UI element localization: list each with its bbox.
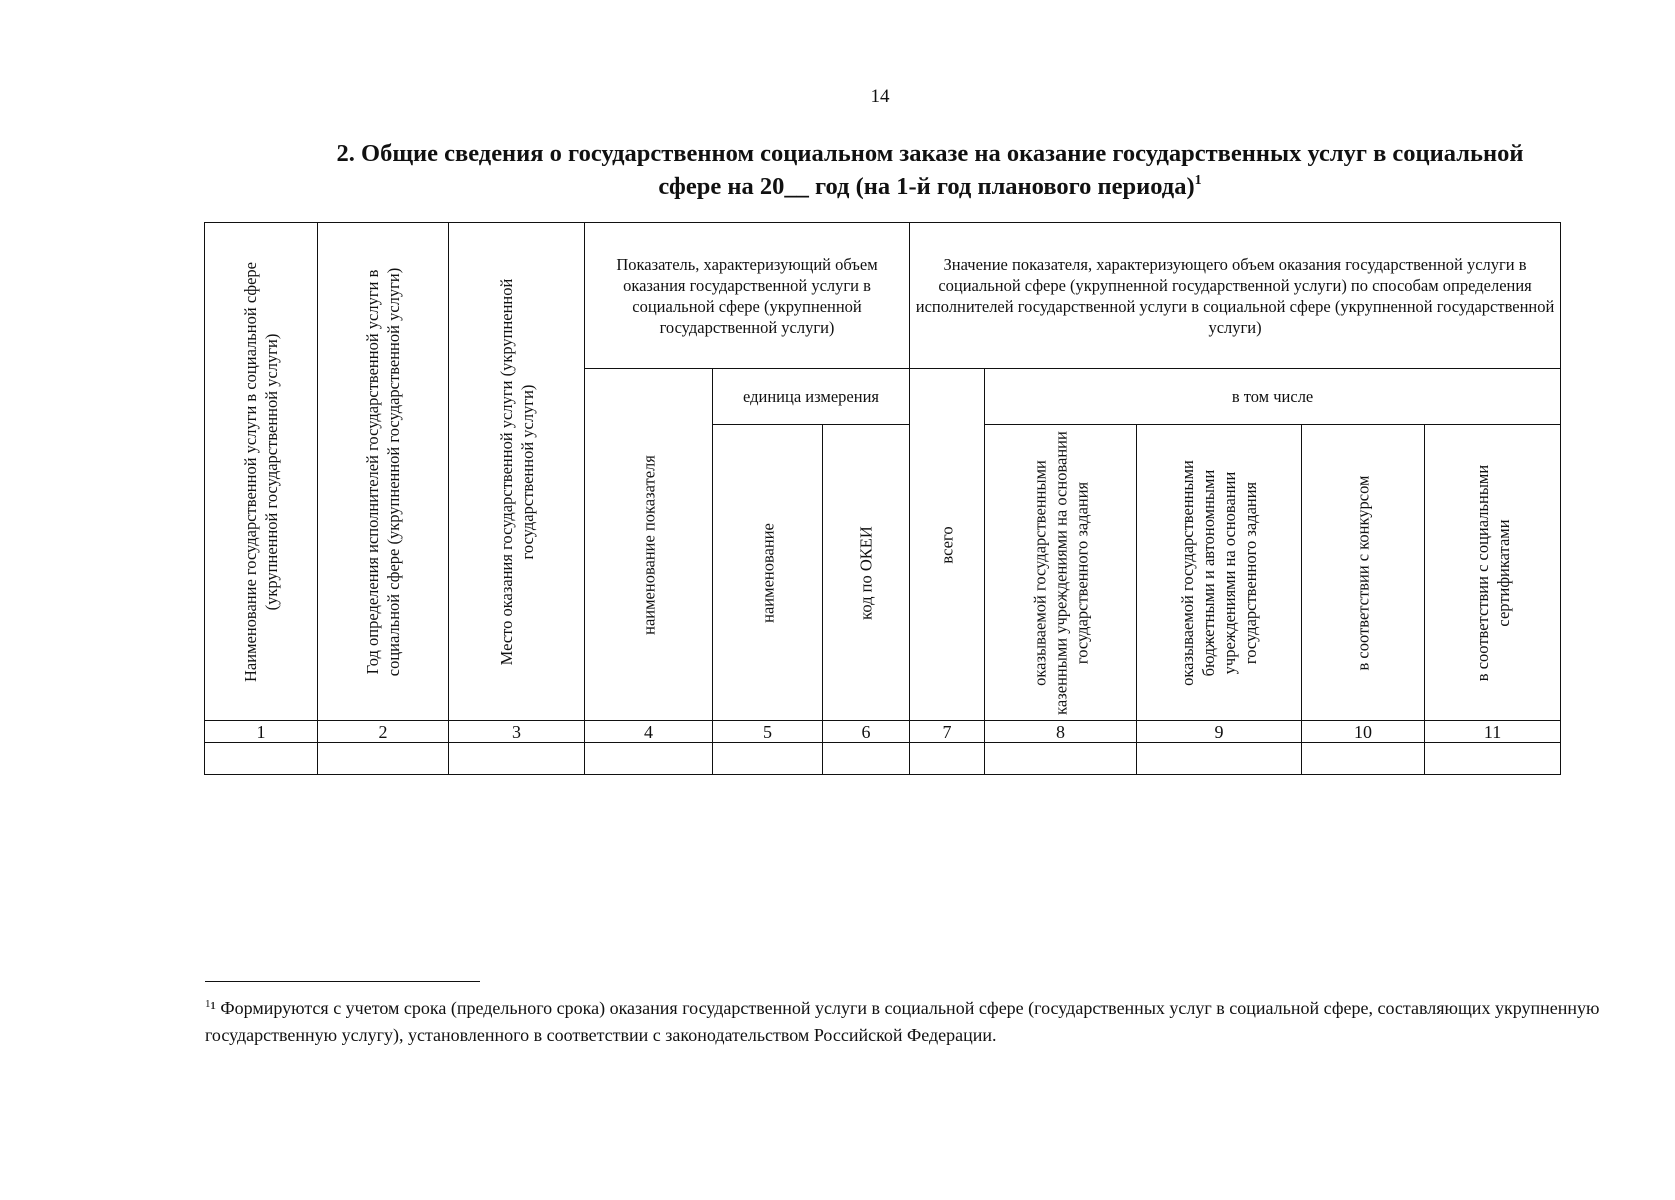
page-number: 14 [870, 86, 890, 107]
footnote-mark: 1 [205, 998, 211, 1010]
footnote-divider [205, 981, 480, 982]
empty-cell [1425, 743, 1561, 775]
column-number: 10 [1302, 721, 1425, 743]
header-col-6 [823, 425, 910, 721]
column-number: 6 [823, 721, 910, 743]
header-col-10-text: в соответствии с конкурсом [1353, 475, 1373, 670]
header-col-4 [585, 369, 713, 721]
column-number: 3 [449, 721, 585, 743]
empty-cell [713, 743, 823, 775]
empty-cell [585, 743, 713, 775]
section-title-line-1: 2. Общие сведения о государственном социальном заказе на оказание государственных услуг в социальной [336, 140, 1524, 167]
empty-cell [1137, 743, 1302, 775]
empty-cell [205, 743, 318, 775]
header-col-6-text: код по ОКЕИ [856, 525, 876, 620]
column-number: 1 [205, 721, 318, 743]
column-number: 7 [910, 721, 985, 743]
empty-cell [318, 743, 449, 775]
header-col-2 [318, 223, 449, 721]
header-col-11 [1425, 425, 1561, 721]
header-col-1 [205, 223, 318, 721]
header-col-9-text: оказываемой государственными бюджетными и автономными учреждениями на основании государственного задания [1178, 459, 1261, 686]
header-col-9 [1137, 425, 1302, 721]
header-col-1-text: Наименование государственной услуги в социальной сфере (укрупненной государственной услуги) [241, 261, 281, 682]
title-footnote-mark: 1 [1194, 173, 1202, 188]
section-title [200, 137, 1660, 203]
footnote [205, 995, 1605, 1049]
section-title-line-2-text: сфере на 20__ год (на 1-й год планового периода) [658, 173, 1195, 200]
column-number: 8 [985, 721, 1137, 743]
header-col-5 [713, 425, 823, 721]
column-number: 5 [713, 721, 823, 743]
column-number: 11 [1425, 721, 1561, 743]
header-col-8 [985, 425, 1137, 721]
column-number: 2 [318, 721, 449, 743]
header-col-3 [449, 223, 585, 721]
header-col-11-text: в соответствии с социальными сертификатами [1472, 464, 1513, 681]
header-col-4-text: наименование показателя [639, 454, 658, 635]
empty-cell [910, 743, 985, 775]
empty-cell [985, 743, 1137, 775]
header-col-2-text: Год определения исполнителей государственной услуги в социальной сфере (укрупненной государственной услуги) [363, 267, 403, 676]
header-col-10 [1302, 425, 1425, 721]
header-col-7 [910, 369, 985, 721]
empty-cell [449, 743, 585, 775]
header-unit-group: единица измерения [713, 369, 910, 425]
header-group-value: Значение показателя, характеризующего объем оказания государственной услуги в социальной сфере (укрупненной государственной услуги) по способам определения исполнителей государственной услуги в социальной сфере (укрупненной государственной услуги) [910, 223, 1561, 369]
social-order-table [204, 222, 1561, 775]
header-group-indicator: Показатель, характеризующий объем оказания государственной услуги в социальной сфере (укрупненной государственной услуги) [585, 223, 910, 369]
header-col-8-text: оказываемой государственными казенными учреждениями на основании государственного задания [1030, 430, 1092, 715]
column-number-row [205, 721, 1561, 743]
header-col-3-text: Место оказания государственной услуги (укрупненной государственной услуги) [496, 278, 537, 665]
column-number: 9 [1137, 721, 1302, 743]
column-number: 4 [585, 721, 713, 743]
table-row [205, 743, 1561, 775]
footnote-text: ¹ Формируются с учетом срока (предельного срока) оказания государственной услуги в социальной сфере (государственных услуг в социальной сфере, составляющих укрупненную государственную услугу), установленного в соответствии с законодательством Российской Федерации. [205, 998, 1600, 1045]
header-including: в том числе [985, 369, 1561, 425]
empty-cell [1302, 743, 1425, 775]
section-title-line-2 [200, 170, 1660, 203]
empty-cell [823, 743, 910, 775]
header-col-7-text: всего [937, 525, 957, 564]
header-col-5-text: наименование [758, 522, 777, 623]
